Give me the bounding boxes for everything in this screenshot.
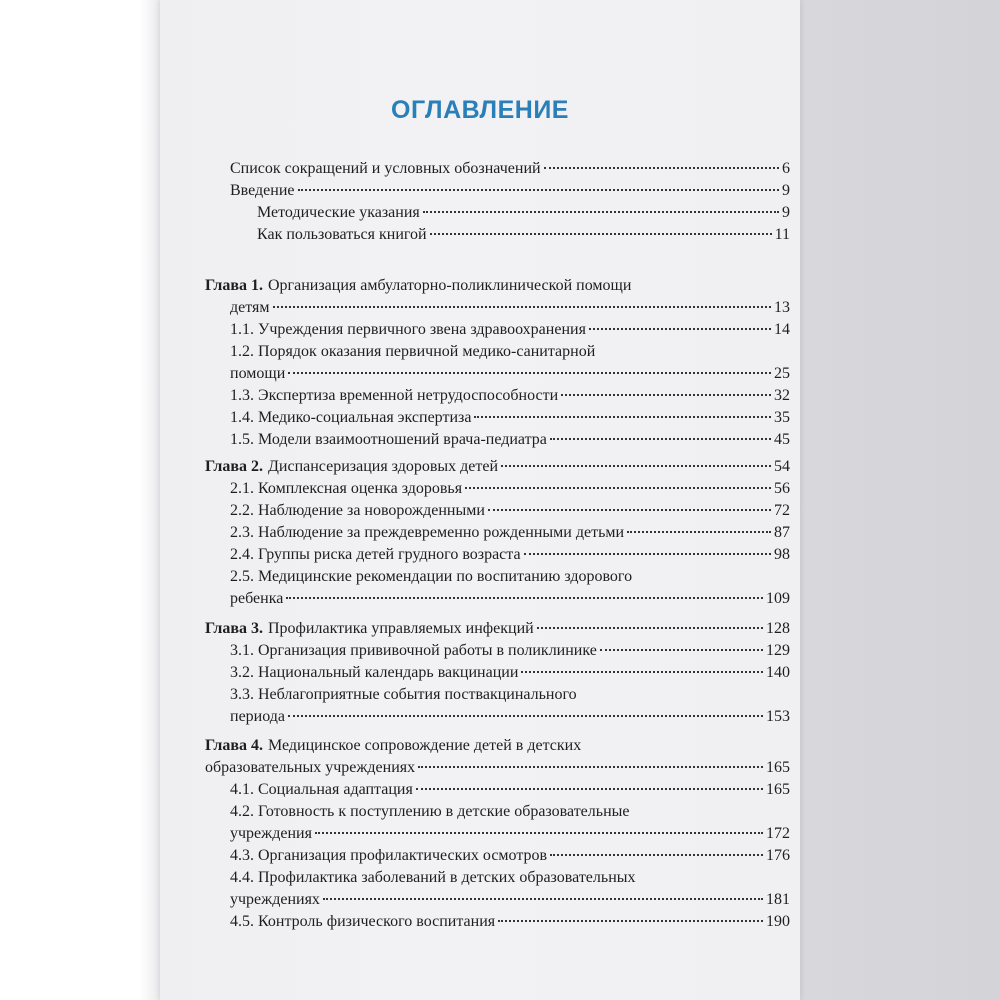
leader-dots: [544, 167, 779, 169]
toc-entry-title: Список сокращений и условных обозначений: [230, 160, 541, 177]
toc-page-number: 11: [774, 226, 790, 243]
leader-dots: [418, 766, 763, 768]
toc-entry[interactable]: [230, 642, 790, 664]
toc-entry-title: Медицинское сопровождение детей в детских: [268, 737, 582, 754]
toc-entry[interactable]: [230, 686, 790, 708]
chapter-label: Глава 1.: [205, 277, 263, 294]
toc-entry-title: 1.4. Медико-социальная экспертиза: [230, 409, 472, 426]
leader-dots: [488, 509, 771, 511]
toc-entry[interactable]: [230, 409, 790, 431]
toc-entry-title: 1.3. Экспертиза временной нетрудоспособности: [230, 387, 559, 404]
leader-dots: [550, 438, 771, 440]
toc-entry[interactable]: [230, 480, 790, 502]
toc-entry[interactable]: [230, 664, 790, 686]
toc-entry[interactable]: [230, 387, 790, 409]
book-page: [160, 0, 800, 1000]
toc-page-number: 176: [766, 847, 790, 864]
leader-dots: [627, 531, 771, 533]
leader-dots: [498, 920, 763, 922]
toc-entry-title: 2.5. Медицинские рекомендации по воспитанию здорового: [230, 568, 633, 585]
toc-page-number: 6: [782, 160, 790, 177]
leader-dots: [521, 671, 763, 673]
toc-entry[interactable]: [230, 590, 790, 612]
toc-entry-title: 3.2. Национальный календарь вакцинации: [230, 664, 519, 681]
leader-dots: [288, 715, 763, 717]
toc-entry[interactable]: [230, 546, 790, 568]
chapter-label: Глава 4.: [205, 737, 263, 754]
toc-entry[interactable]: [230, 781, 790, 803]
toc-entry[interactable]: [230, 321, 790, 343]
leader-dots: [550, 854, 763, 856]
toc-entry[interactable]: [257, 226, 790, 248]
toc-entry[interactable]: [230, 502, 790, 524]
toc-page-number: 165: [766, 759, 790, 776]
toc-entry[interactable]: [230, 847, 790, 869]
toc-entry-title: 2.3. Наблюдение за преждевременно рожденными детьми: [230, 524, 625, 541]
leader-dots: [430, 233, 772, 235]
toc-entry[interactable]: [230, 299, 790, 321]
toc-entry-title: 1.5. Модели взаимоотношений врача-педиатра: [230, 431, 547, 448]
toc-entry-title-continued: образовательных учреждениях: [205, 759, 416, 776]
leader-dots: [561, 394, 771, 396]
leader-dots: [423, 211, 779, 213]
leader-dots: [501, 465, 771, 467]
toc-page-number: 9: [782, 204, 790, 221]
toc-entry-title: Как пользоваться книгой: [257, 226, 427, 243]
toc-entry-title-continued: учреждения: [230, 825, 312, 842]
toc-entry-title-continued: ребенка: [230, 590, 284, 607]
toc-entry-title: 4.3. Организация профилактических осмотров: [230, 847, 548, 864]
toc-page-number: 45: [774, 431, 790, 448]
toc-entry-title: 4.2. Готовность к поступлению в детские образовательные: [230, 803, 630, 820]
leader-dots: [416, 788, 763, 790]
leader-dots: [315, 832, 763, 834]
leader-dots: [298, 189, 780, 191]
toc-page-number: 181: [766, 891, 790, 908]
toc-entry-title: 1.2. Порядок оказания первичной медико-санитарной: [230, 343, 596, 360]
toc-entry[interactable]: [230, 708, 790, 730]
toc-chapter-heading[interactable]: [205, 277, 790, 299]
toc-page-number: 35: [774, 409, 790, 426]
chapter-label: Глава 2.: [205, 458, 263, 475]
toc-entry[interactable]: [230, 524, 790, 546]
toc-entry[interactable]: [230, 913, 790, 935]
toc-entry-title: 4.4. Профилактика заболеваний в детских образовательных: [230, 869, 636, 886]
toc-page-number: 56: [774, 480, 790, 497]
leader-dots: [286, 597, 763, 599]
toc-entry[interactable]: [230, 869, 790, 891]
toc-entry[interactable]: [230, 431, 790, 453]
toc-entry[interactable]: [205, 759, 790, 781]
toc-page-number: 72: [774, 502, 790, 519]
toc-entry-title: Диспансеризация здоровых детей: [268, 458, 499, 475]
leader-dots: [474, 416, 771, 418]
leader-dots: [600, 649, 763, 651]
toc-entry-title: 2.1. Комплексная оценка здоровья: [230, 480, 463, 497]
toc-page-number: 109: [766, 590, 790, 607]
leader-dots: [288, 372, 771, 374]
leader-dots: [537, 627, 763, 629]
toc-entry-title: 4.1. Социальная адаптация: [230, 781, 413, 798]
toc-entry[interactable]: [230, 365, 790, 387]
toc-entry-title: 3.3. Неблагоприятные события поствакцинального: [230, 686, 577, 703]
toc-entry-title-continued: учреждениях: [230, 891, 320, 908]
toc-entry-title-continued: периода: [230, 708, 286, 725]
toc-entry[interactable]: [230, 343, 790, 365]
toc-entry[interactable]: [257, 204, 790, 226]
toc-entry-title-continued: помощи: [230, 365, 286, 382]
toc-page-number: 32: [774, 387, 790, 404]
leader-dots: [524, 553, 771, 555]
toc-page-number: 172: [766, 825, 790, 842]
toc-entry-title: 2.2. Наблюдение за новорожденными: [230, 502, 485, 519]
leader-dots: [323, 898, 763, 900]
toc-entry[interactable]: [230, 160, 790, 182]
toc-entry-title: Введение: [230, 182, 295, 199]
toc-page-number: 129: [766, 642, 790, 659]
toc-entry-title: Методические указания: [257, 204, 420, 221]
toc-entry[interactable]: [230, 568, 790, 590]
toc-page-number: 128: [766, 620, 790, 637]
toc-entry-title: Организация амбулаторно-поликлинической помощи: [268, 277, 632, 294]
toc-entry[interactable]: [230, 825, 790, 847]
toc-page-number: 14: [774, 321, 790, 338]
toc-chapter-heading[interactable]: [205, 620, 790, 642]
toc-page-number: 87: [774, 524, 790, 541]
leader-dots: [465, 487, 771, 489]
toc-entry[interactable]: [230, 803, 790, 825]
toc-page-number: 165: [766, 781, 790, 798]
toc-page-number: 98: [774, 546, 790, 563]
toc-page-number: 153: [766, 708, 790, 725]
toc-entry-title: 2.4. Группы риска детей грудного возраста: [230, 546, 521, 563]
toc-entry-title: 4.5. Контроль физического воспитания: [230, 913, 496, 930]
toc-page-number: 190: [766, 913, 790, 930]
toc-chapter-heading[interactable]: [205, 458, 790, 480]
toc-page-number: 54: [774, 458, 790, 475]
toc-page-number: 25: [774, 365, 790, 382]
page-title: ОГЛАВЛЕНИЕ: [391, 96, 569, 124]
toc-page-number: 13: [774, 299, 790, 316]
leader-dots: [589, 328, 771, 330]
toc-chapter-heading[interactable]: [205, 737, 790, 759]
toc-entry-title-continued: детям: [230, 299, 270, 316]
toc-entry[interactable]: [230, 891, 790, 913]
toc-entry[interactable]: [230, 182, 790, 204]
toc-entry-title: 1.1. Учреждения первичного звена здравоохранения: [230, 321, 586, 338]
chapter-label: Глава 3.: [205, 620, 263, 637]
toc-page-number: 140: [766, 664, 790, 681]
toc-entry-title: 3.1. Организация прививочной работы в поликлинике: [230, 642, 597, 659]
toc-entry-title: Профилактика управляемых инфекций: [268, 620, 534, 637]
leader-dots: [273, 306, 771, 308]
toc-page-number: 9: [782, 182, 790, 199]
